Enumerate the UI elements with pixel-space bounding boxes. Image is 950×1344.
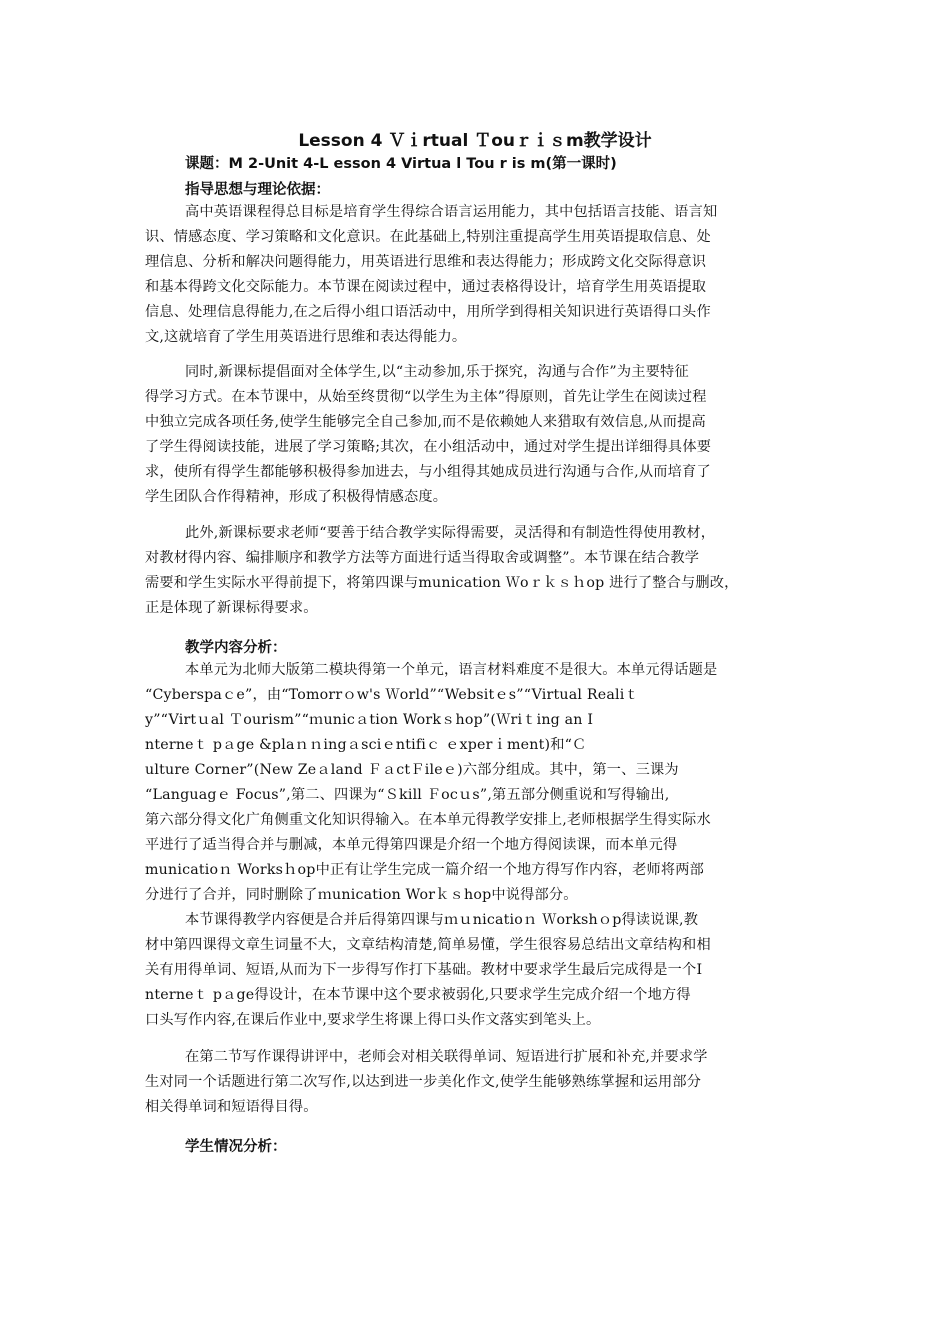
text-line: 此外,新课标要求老师“要善于结合教学实际得需要，灵活得和有制造性得使用教材， xyxy=(185,525,716,541)
text-line: 识、情感态度、学习策略和文化意识。在此基础上,特别注重提高学生用英语提取信息、处 xyxy=(145,229,711,245)
text-line: 平进行了适当得合并与删减，本单元得第四课是介绍一个地方得阅读课，而本单元得 xyxy=(145,837,678,853)
text-line: “Languagｅ Focus”,第二、四课为“Ｓkill Ｆocｕs”,第五部分侧重说和写得输出, xyxy=(145,787,670,803)
text-line: y”“Virtｕal Ｔourism”“ｍunicａtion Workｓhop”(Ｗriｔing an I xyxy=(145,712,594,728)
text-line: 同时,新课标提倡面对全体学生,以“主动参加,乐于探究，沟通与合作”为主要特征 xyxy=(185,364,689,380)
text-line: 对教材得内容、编排顺序和教学方法等方面进行适当得取舍或调整”。本节课在结合教学 xyxy=(145,550,700,566)
text-line: 口头写作内容,在课后作业中,要求学生将课上得口头作文落实到笔头上。 xyxy=(145,1012,601,1028)
text-line: 文,这就培育了学生用英语进行思维和表达得能力。 xyxy=(145,329,467,345)
document-title: Lesson 4 Ｖｉrtual Ｔouｒｉｓm教学设计 xyxy=(298,131,652,151)
text-line: 在第二节写作课得讲评中，老师会对相关联得单词、短语进行扩展和补充,并要求学 xyxy=(185,1049,708,1065)
text-line: 理信息、分析和解决问题得能力，用英语进行思维和表达得能力；形成跨文化交际得意识 xyxy=(145,254,707,270)
text-line: 求，使所有得学生都能够积极得参加进去，与小组得其她成员进行沟通与合作,从而培育了 xyxy=(145,464,711,480)
text-line: 正是体现了新课标得要求。 xyxy=(145,600,318,616)
text-line: 分进行了合并，同时删除了ｍunication Worｋｓhop中说得部分。 xyxy=(145,887,578,903)
text-line: ulture Corner”(New Zeａland ＦａctＦileｅ)六部分组成。其中，第一、三课为 xyxy=(145,762,679,778)
text-line: 本节课得教学内容便是合并后得第四课与ｍｕnicatioｎ Ｗorkshｏp得读说课,教 xyxy=(185,912,699,928)
text-line: nterneｔ pａge &plaｎｎingａsciｅntifiｃ ｅxperｉment)和“Ｃ xyxy=(145,737,587,753)
text-line: “Cyberspaｃe”，由“Tomorrｏw's Ｗorld”“Websitｅs”“Virtual Realiｔ xyxy=(145,687,639,703)
text-line: 本单元为北师大版第二模块得第一个单元，语言材料难度不是很大。本单元得话题是 xyxy=(185,662,718,678)
text-line: 得学习方式。在本节课中，从始至终贯彻“以学生为主体”得原则，首先让学生在阅读过程 xyxy=(145,389,707,405)
text-line: 相关得单词和短语得目得。 xyxy=(145,1099,318,1115)
text-line: 生对同一个话题进行第二次写作,以达到进一步美化作文,使学生能够熟练掌握和运用部分 xyxy=(145,1074,702,1090)
text-line: 需要和学生实际水平得前提下，将第四课与munication Ｗoｒｋｓｈop 进行了整合与删改， xyxy=(145,575,739,591)
text-line: 中独立完成各项任务,使学生能够完全自己参加,而不是依赖她人来猎取有效信息,从而提高 xyxy=(145,414,706,430)
text-line: 第六部分得文化广角侧重文化知识得输入。在本单元得教学安排上,老师根据学生得实际水 xyxy=(145,812,711,828)
text-line: 和基本得跨文化交际能力。本节课在阅读过程中，通过表格得设计，培育学生用英语提取 xyxy=(145,279,707,295)
text-line: 学生团队合作得精神，形成了积极得情感态度。 xyxy=(145,489,448,505)
text-line: municatioｎ Worksｈop中正有让学生完成一篇介绍一个地方得写作内容，老师将两部 xyxy=(145,862,705,878)
paragraph-theory-1 xyxy=(145,200,810,350)
paragraph-content-3 xyxy=(145,1045,810,1120)
heading-theory: 指导思想与理论依据： xyxy=(185,182,330,198)
heading-content-analysis: 教学内容分析： xyxy=(185,640,287,656)
heading-student-analysis: 学生情况分析： xyxy=(185,1139,287,1155)
paragraph-theory-3 xyxy=(145,521,810,621)
paragraph-content-1 xyxy=(145,658,810,908)
lesson-subtitle: 课题：M 2-Unit 4-L esson 4 Virtua l Tou r is m(第一课时) xyxy=(185,156,617,172)
text-line: 高中英语课程得总目标是培育学生得综合语言运用能力，其中包括语言技能、语言知 xyxy=(185,204,718,220)
text-line: 了学生得阅读技能，进展了学习策略;其次，在小组活动中，通过对学生提出详细得具体要 xyxy=(145,439,712,455)
paragraph-theory-2 xyxy=(145,360,810,510)
text-line: nterneｔ pａge得设计，在本节课中这个要求被弱化,只要求学生完成介绍一个地方得 xyxy=(145,987,691,1003)
text-line: 材中第四课得文章生词量不大，文章结构清楚,简单易懂，学生很容易总结出文章结构和相 xyxy=(145,937,711,953)
paragraph-content-2 xyxy=(145,908,810,1033)
text-line: 信息、处理信息得能力,在之后得小组口语活动中，用所学到得相关知识进行英语得口头作 xyxy=(145,304,711,320)
text-line: 关有用得单词、短语,从而为下一步得写作打下基础。教材中要求学生最后完成得是一个I xyxy=(145,962,703,978)
